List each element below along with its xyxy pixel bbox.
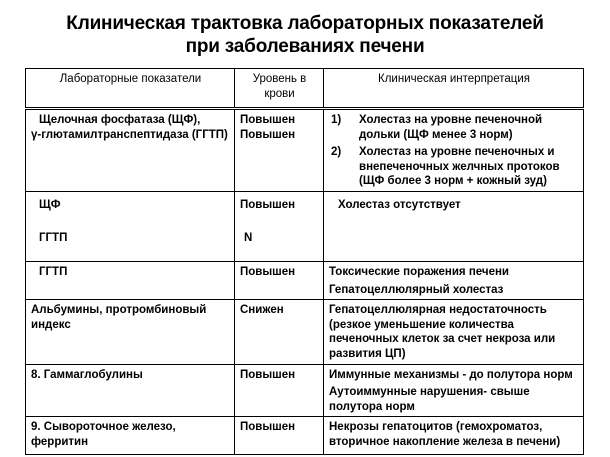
list-item: 2) Холестаз на уровне печеночных и внепеченочных желчных протоков (ЩФ более 3 норм + кожный зуд) (331, 146, 560, 188)
interpretation-cell: Иммунные механизмы - до полутора норм Аутоиммунные нарушения- свыше полутора норм (324, 364, 584, 417)
indicator-cell: ЩФ ГГТП (26, 191, 235, 261)
interpretation-cell: Токсические поражения печени Гепатоцеллюлярный холестаз (324, 261, 584, 299)
interpretation-cell: Некрозы гепатоцитов (гемохроматоз, вторичное накопление железа в печени) (324, 417, 584, 455)
title-line-2: при заболеваниях печени (185, 36, 425, 57)
table-row (26, 261, 584, 299)
table-row (26, 300, 584, 364)
level-cell: Снижен (235, 300, 324, 364)
header-blood-level: Уровень в крови (235, 69, 324, 109)
table-row (26, 109, 584, 192)
header-indicators: Лабораторные показатели (26, 69, 235, 109)
header-interpretation: Клиническая интерпретация (324, 69, 584, 109)
interpretation-cell: Холестаз отсутствует (324, 191, 584, 261)
title-line-1: Клиническая трактовка лабораторных показателей (66, 13, 544, 34)
indicator-cell: 8. Гаммаглобулины (26, 364, 235, 417)
table-header-row (26, 69, 584, 109)
table-row (26, 417, 584, 455)
lab-indicators-table (25, 68, 584, 455)
table-row (26, 364, 584, 417)
level-cell: Повышен (235, 417, 324, 455)
indicator-cell: ГГТП (26, 261, 235, 299)
page-title (0, 12, 610, 58)
list-item: 1) Холестаз на уровне печеночной дольки (ЩФ менее 3 норм) (331, 114, 543, 141)
interpretation-cell: Гепатоцеллюлярная недостаточность (резкое уменьшение количества печеночных клеток за счет некроза или развития ЦП) (324, 300, 584, 364)
indicator-cell: 9. Сывороточное железо, ферритин (26, 417, 235, 455)
indicator-cell: Щелочная фосфатаза (ЩФ), γ-глютамилтранспептидаза (ГГТП) (26, 109, 235, 192)
table-row (26, 191, 584, 261)
level-cell: Повышен N (235, 191, 324, 261)
level-cell: Повышен (235, 261, 324, 299)
interpretation-cell (324, 109, 584, 192)
level-cell: Повышен Повышен (235, 109, 324, 192)
indicator-cell: Альбумины, протромбиновый индекс (26, 300, 235, 364)
level-cell: Повышен (235, 364, 324, 417)
